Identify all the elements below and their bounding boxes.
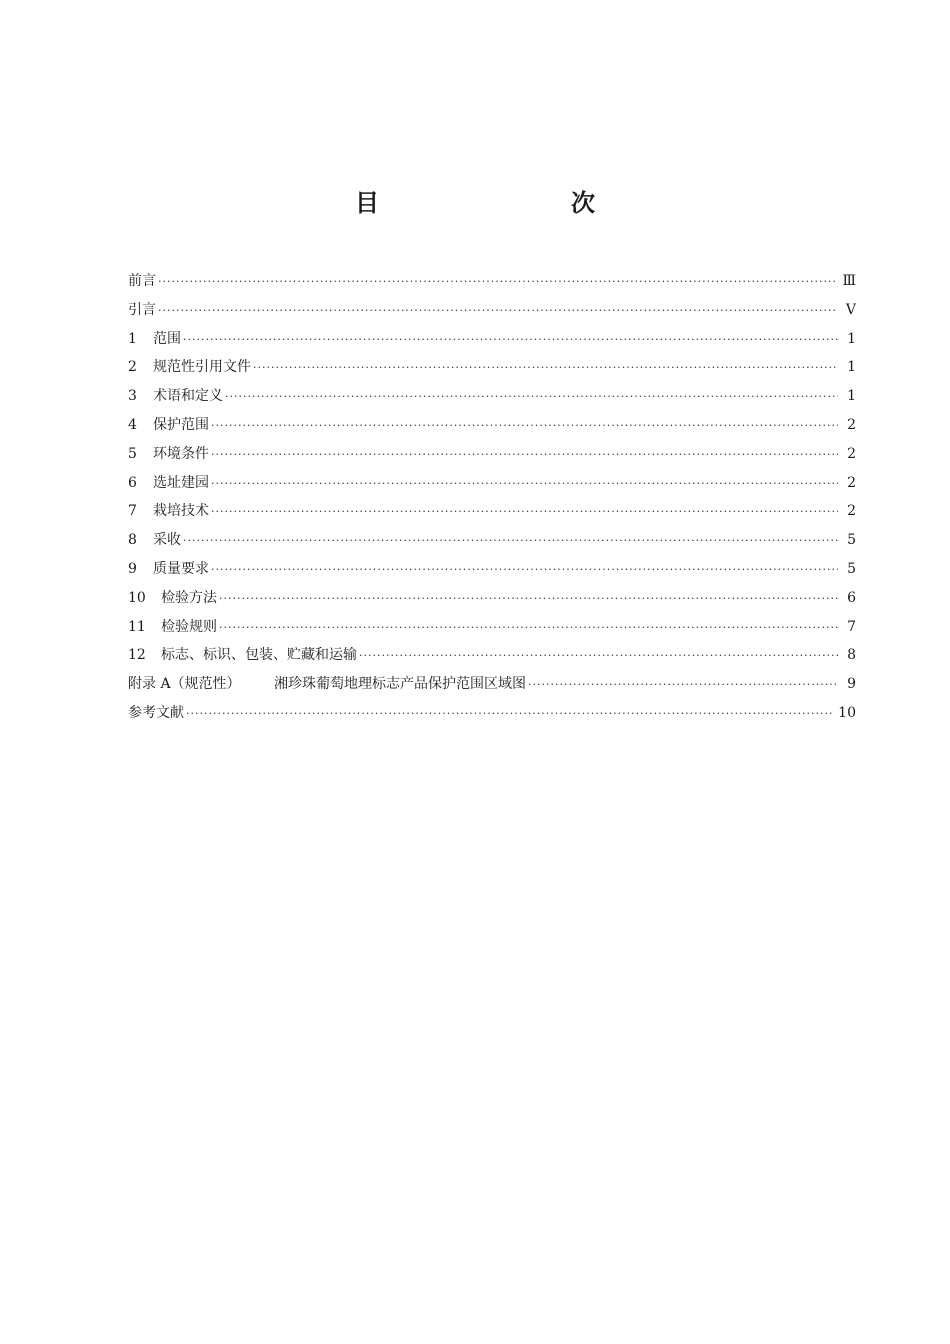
- toc-entry-page: 2: [847, 445, 856, 462]
- toc-entry-3[interactable]: [128, 382, 856, 411]
- toc-entry-11[interactable]: [128, 613, 856, 642]
- toc-entry-label: 标志、标识、包装、贮藏和运输: [161, 647, 357, 664]
- toc-entry-label: 栽培技术: [153, 503, 209, 520]
- toc-entry-label: 湘珍珠葡萄地理标志产品保护范围区域图: [274, 676, 526, 693]
- toc-entry-page: 1: [847, 388, 856, 405]
- dot-leader: [211, 556, 838, 585]
- dot-leader: [183, 527, 838, 556]
- toc-entry-page: 7: [847, 618, 856, 635]
- toc-entry-number: 11: [128, 618, 146, 635]
- toc-entry-number: 3: [128, 388, 137, 405]
- toc-entry-appendix-a[interactable]: [128, 670, 856, 699]
- dot-leader: [211, 470, 838, 499]
- toc-entry-number: 5: [128, 445, 137, 462]
- dot-leader: [219, 614, 838, 643]
- toc-entry-12[interactable]: [128, 641, 856, 670]
- dot-leader: [219, 585, 838, 614]
- dot-leader: [211, 441, 838, 470]
- toc-entry-number: 12: [128, 647, 146, 664]
- toc-entry-number: 8: [128, 532, 137, 549]
- toc-entry-introduction[interactable]: [128, 296, 856, 325]
- toc-entry-page: 1: [847, 330, 856, 347]
- toc-entry-bibliography[interactable]: [128, 699, 856, 728]
- dot-leader: [528, 671, 838, 700]
- toc-entry-label: 质量要求: [153, 560, 209, 577]
- toc-entry-number: 1: [128, 330, 137, 347]
- toc-entry-label: 引言: [128, 301, 156, 318]
- toc-entry-number: 10: [128, 589, 146, 606]
- toc-entry-page: 2: [847, 416, 856, 433]
- toc-entry-page: 2: [847, 503, 856, 520]
- toc-entry-label: 参考文献: [128, 704, 184, 721]
- toc-entry-number: 附录 A（规范性）: [128, 676, 241, 693]
- toc-entry-number: 2: [128, 359, 137, 376]
- toc-entry-page: 5: [847, 560, 856, 577]
- toc-entry-label: 环境条件: [153, 445, 209, 462]
- toc-entry-page: 10: [838, 704, 856, 721]
- toc-entry-5[interactable]: [128, 440, 856, 469]
- toc-entry-label: 检验规则: [161, 618, 217, 635]
- dot-leader: [211, 498, 838, 527]
- dot-leader: [183, 326, 838, 355]
- toc-entry-label: 术语和定义: [153, 388, 223, 405]
- toc-entry-label: 规范性引用文件: [153, 359, 251, 376]
- toc-entry-label: 范围: [153, 330, 181, 347]
- toc-entry-8[interactable]: [128, 526, 856, 555]
- dot-leader: [253, 354, 838, 383]
- toc-entry-1[interactable]: [128, 325, 856, 354]
- toc-entry-4[interactable]: [128, 411, 856, 440]
- dot-leader: [225, 383, 838, 412]
- table-of-contents: [128, 267, 856, 728]
- toc-entry-page: 1: [847, 359, 856, 376]
- toc-entry-page: 6: [847, 589, 856, 606]
- dot-leader: [158, 268, 838, 297]
- dot-leader: [158, 297, 838, 326]
- toc-entry-page: 8: [847, 647, 856, 664]
- toc-entry-2[interactable]: [128, 353, 856, 382]
- toc-entry-number: 7: [128, 503, 137, 520]
- toc-entry-page: 5: [847, 532, 856, 549]
- dot-leader: [359, 642, 838, 671]
- toc-entry-label: 选址建园: [153, 474, 209, 491]
- toc-entry-9[interactable]: [128, 555, 856, 584]
- toc-entry-foreword[interactable]: [128, 267, 856, 296]
- toc-entry-label: 检验方法: [161, 589, 217, 606]
- toc-entry-label: 保护范围: [153, 416, 209, 433]
- toc-entry-label: 采收: [153, 532, 181, 549]
- toc-entry-10[interactable]: [128, 584, 856, 613]
- toc-entry-6[interactable]: [128, 469, 856, 498]
- toc-entry-page: 2: [847, 474, 856, 491]
- toc-entry-number: 4: [128, 416, 137, 433]
- toc-entry-label: 前言: [128, 273, 156, 289]
- dot-leader: [211, 412, 838, 441]
- toc-entry-page: Ⅴ: [845, 301, 856, 318]
- toc-entry-7[interactable]: [128, 497, 856, 526]
- toc-entry-page: 9: [847, 676, 856, 693]
- dot-leader: [186, 700, 834, 729]
- toc-entry-page: Ⅲ: [842, 273, 856, 289]
- page-title: 目 次: [355, 189, 643, 217]
- toc-entry-number: 6: [128, 474, 137, 491]
- toc-entry-number: 9: [128, 560, 137, 577]
